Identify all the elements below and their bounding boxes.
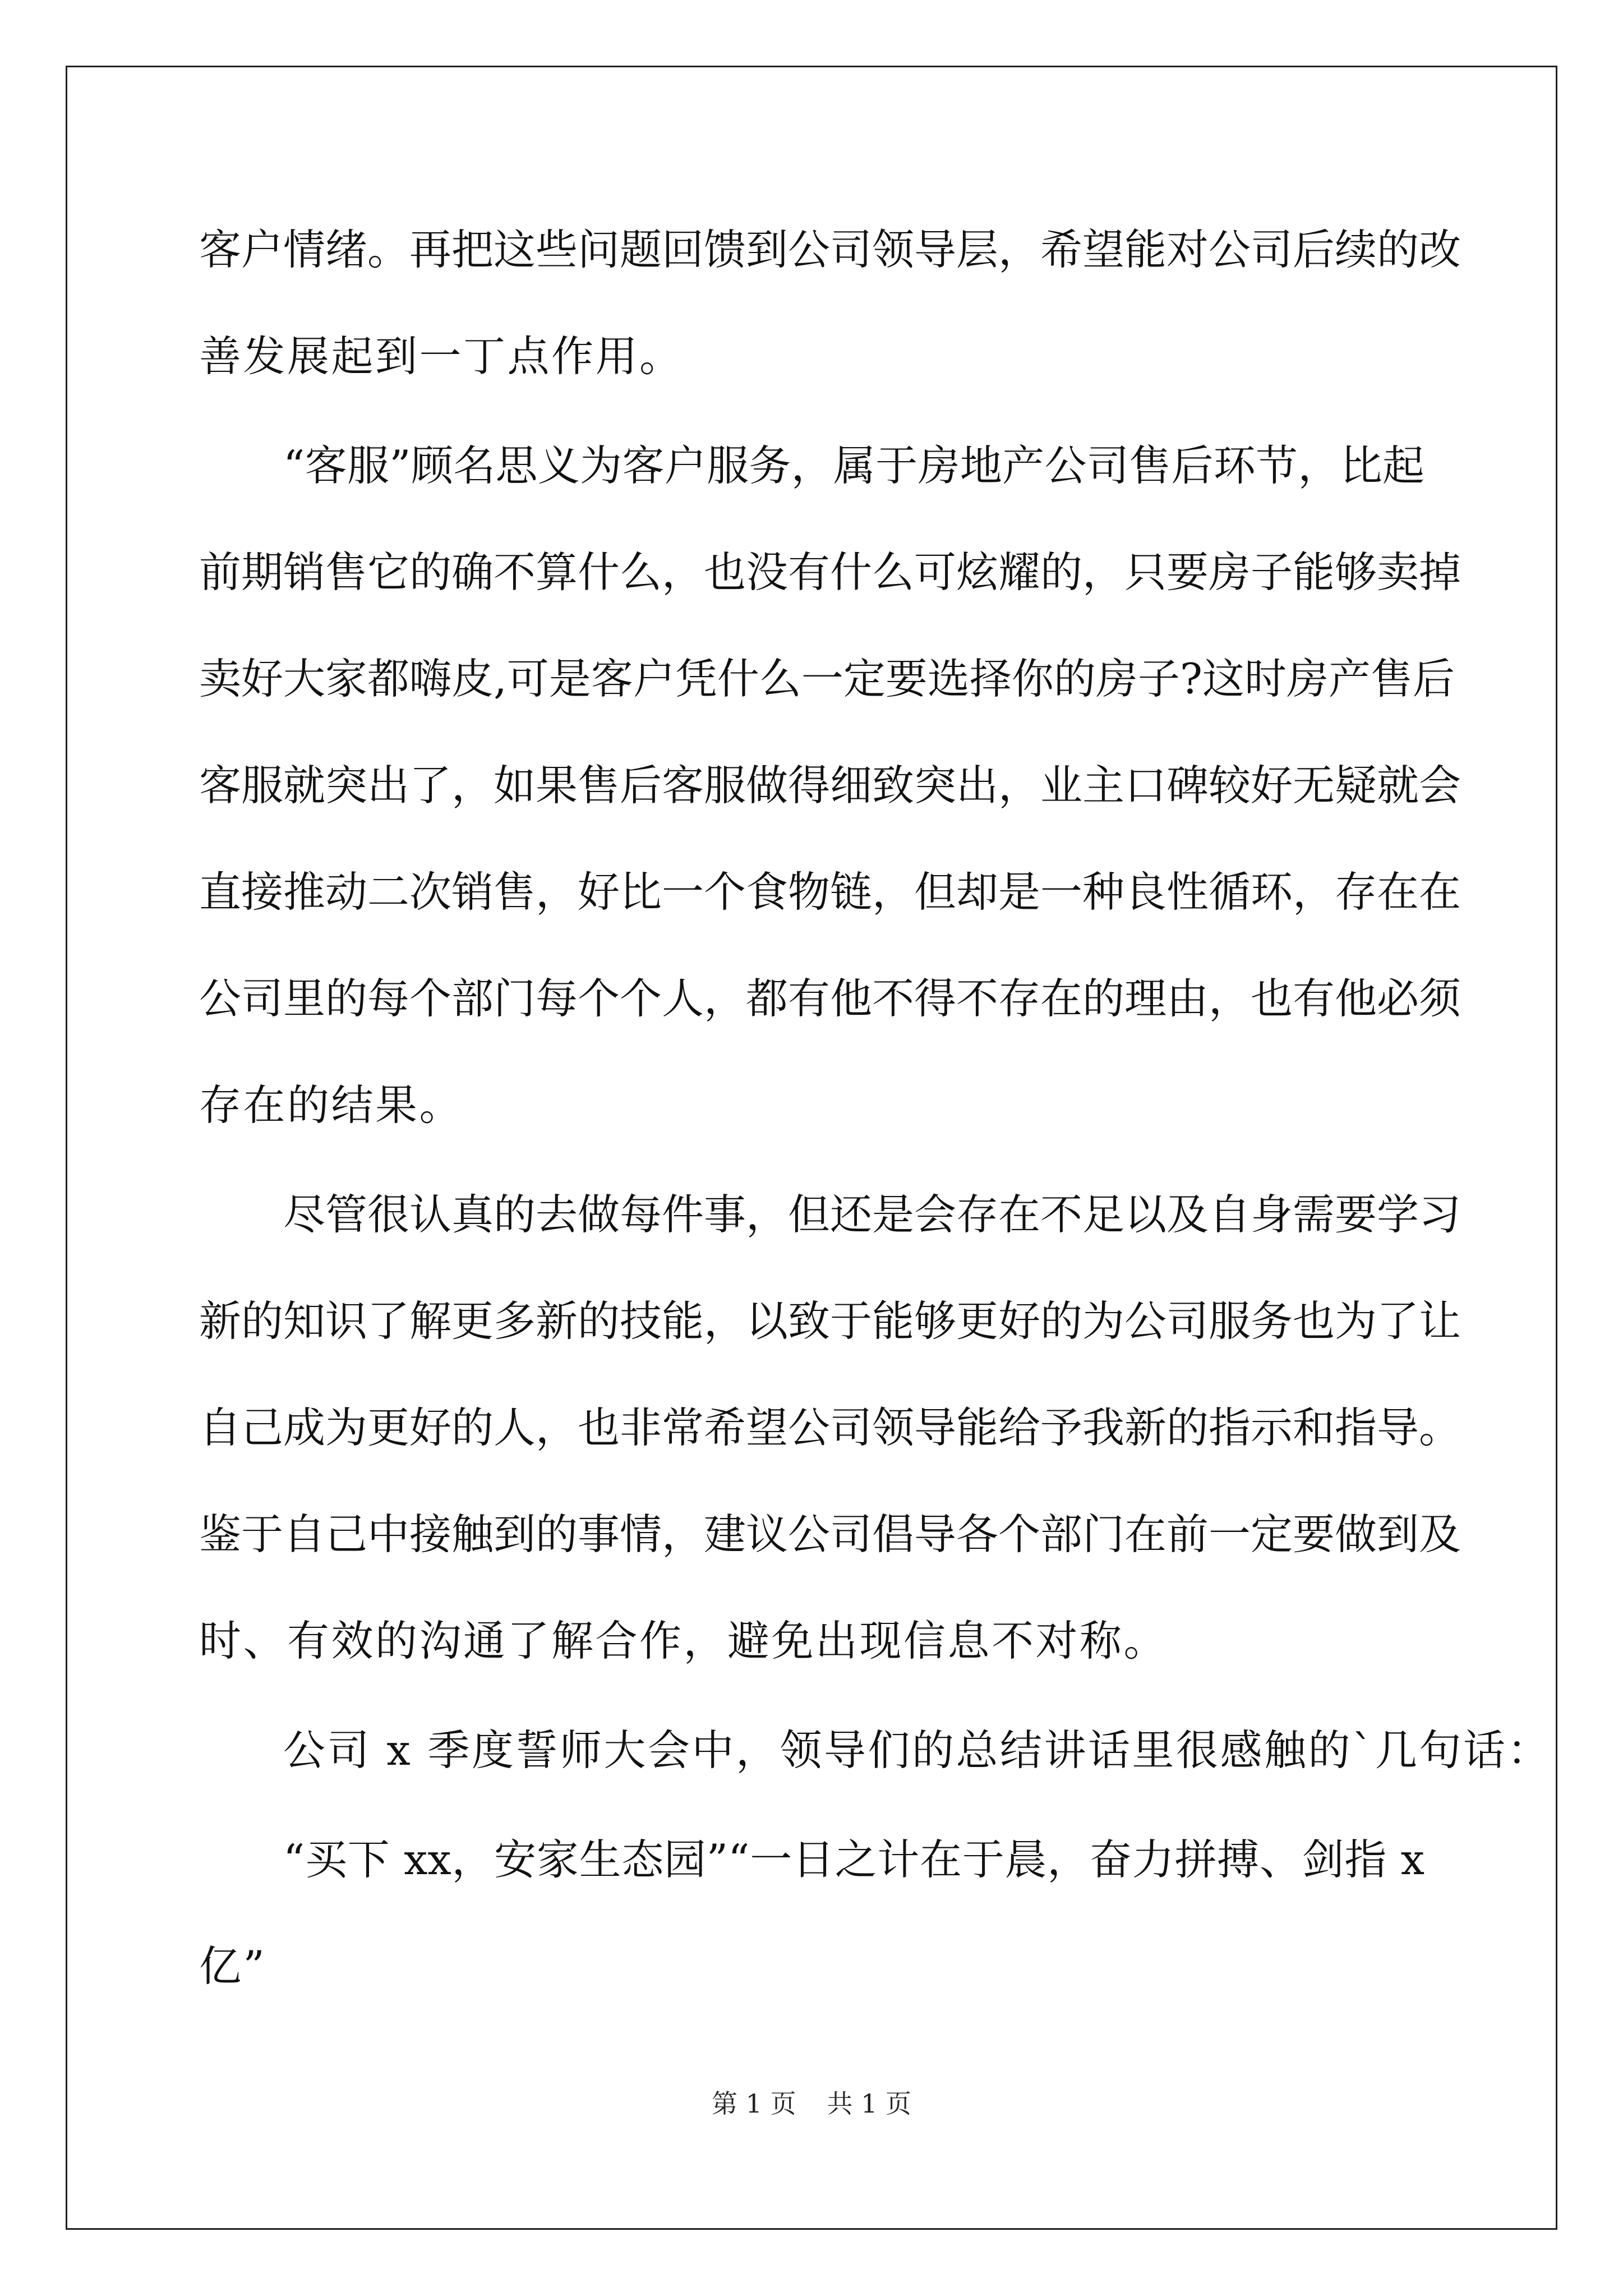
text-line-6: 客服就突出了，如果售后客服做得细致突出，业主口碑较好无疑就会 [199, 761, 1461, 810]
text-line-10: 尽管很认真的去做每件事，但还是会存在不足以及自身需要学习 [283, 1190, 1461, 1239]
page-footer [0, 2087, 1623, 2120]
text-line-9: 存在的结果。 [199, 1080, 464, 1130]
page-border [66, 66, 1557, 2230]
page-total: 共 1 页 [827, 2088, 912, 2119]
text-line-5: 卖好大家都嗨皮,可是客户凭什么一定要选择你的房子?这时房产售后 [199, 654, 1455, 703]
text-line-4: 前期销售它的确不算什么，也没有什么可炫耀的，只要房子能够卖掉 [199, 547, 1461, 597]
text-line-1: 客户情绪。再把这些问题回馈到公司领导层，希望能对公司后续的改 [199, 225, 1461, 274]
text-line-15: 公司 x 季度誓师大会中，领导们的总结讲话里很感触的`几句话： [283, 1726, 1551, 1775]
text-line-3: “客服”顾名思义为客户服务，属于房地产公司售后环节，比起 [283, 441, 1424, 490]
text-line-8: 公司里的每个部门每个个人，都有他不得不存在的理由，也有他必须 [199, 974, 1461, 1023]
text-line-16: “买下 xx，安家生态园”“一日之计在于晨，奋力拼搏、剑指 x [283, 1835, 1424, 1884]
text-line-2: 善发展起到一丁点作用。 [199, 332, 684, 381]
text-line-17: 亿” [199, 1941, 267, 1991]
text-line-12: 自己成为更好的人，也非常希望公司领导能给予我新的指示和指导。 [199, 1403, 1461, 1452]
text-line-14: 时、有效的沟通了解合作，避免出现信息不对称。 [199, 1616, 1168, 1665]
text-line-7: 直接推动二次销售，好比一个食物链，但却是一种良性循环，存在在 [199, 867, 1461, 917]
page-number: 第 1 页 [711, 2088, 796, 2119]
text-line-11: 新的知识了解更多新的技能，以致于能够更好的为公司服务也为了让 [199, 1296, 1461, 1346]
text-line-13: 鉴于自己中接触到的事情，建议公司倡导各个部门在前一定要做到及 [199, 1510, 1461, 1559]
